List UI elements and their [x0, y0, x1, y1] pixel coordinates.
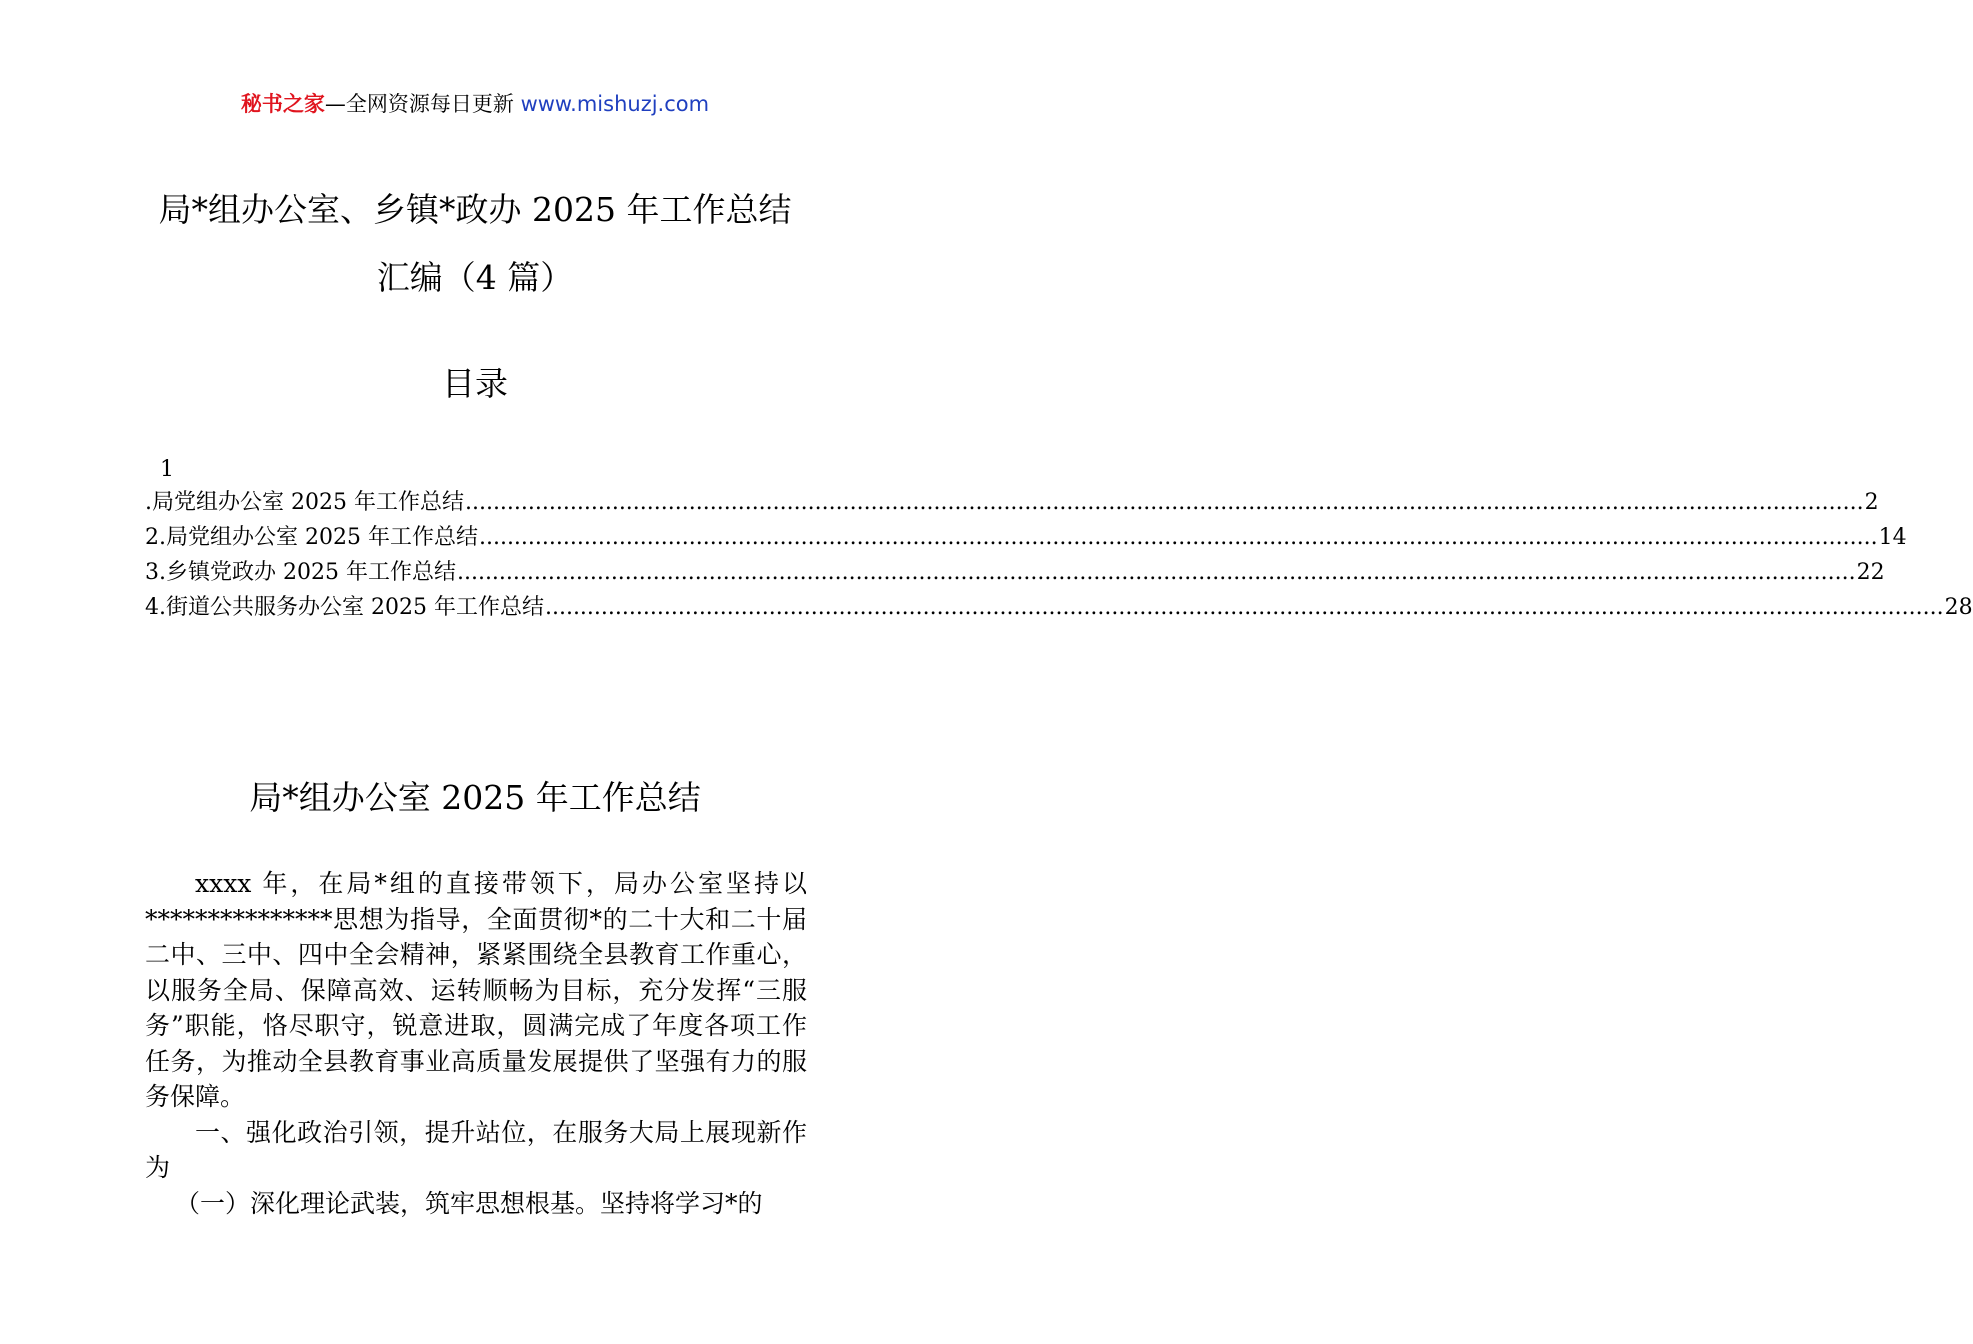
- toc-entry[interactable]: [145, 520, 1907, 555]
- toc-entry-page: 2: [1864, 490, 1879, 515]
- site-url-link[interactable]: www.mishuzj.com: [520, 92, 710, 116]
- toc-dot-leader: ........................................................................................................................................................................................................: [456, 560, 1856, 585]
- toc-entry-title: 3.乡镇党政办 2025 年工作总结: [145, 560, 456, 585]
- toc-entry-title: .局党组办公室 2025 年工作总结: [145, 490, 464, 515]
- toc-entry[interactable]: [145, 590, 1973, 625]
- toc-entry-title: 4.街道公共服务办公室 2025 年工作总结: [145, 595, 544, 620]
- site-banner: [0, 88, 950, 120]
- toc-heading: 目录: [442, 364, 508, 403]
- intro-paragraph: xxxx 年，在局*组的直接带领下，局办公室坚持以***************思想为指导，全面贯彻*的二十大和二十届二中、三中、四中全会精神，紧紧围绕全县教育工作重心，以服务全局、保障高效、运转顺畅为目标，充分发挥“三服务”职能，恪尽职守，锐意进取，圆满完成了年度各项工作任务，为推动全县教育事业高质量发展提供了坚强有力的服务保障。: [145, 869, 807, 1111]
- toc-entry-title: 2.局党组办公室 2025 年工作总结: [145, 525, 478, 550]
- toc-entry[interactable]: [145, 555, 1885, 590]
- section-title: 局*组办公室 2025 年工作总结: [249, 778, 701, 817]
- brand-name: 秘书之家: [240, 92, 325, 116]
- toc-dot-leader: ........................................................................................................................................................................................................: [478, 525, 1878, 550]
- body-text: [145, 866, 807, 1221]
- toc-dot-leader: ........................................................................................................................................................................................................: [544, 595, 1944, 620]
- toc-entry-page: 14: [1878, 525, 1907, 550]
- subsection-paragraph: （一）深化理论武装，筑牢思想根基。坚持将学习*的: [175, 1188, 763, 1218]
- section-heading-1: 一、强化政治引领，提升站位，在服务大局上展现新作为: [145, 1117, 807, 1182]
- toc-dot-leader: ........................................................................................................................................................................................................: [464, 490, 1864, 515]
- toc-entry[interactable]: [145, 485, 1879, 520]
- banner-tagline: —全网资源每日更新: [324, 92, 521, 116]
- toc-entry-page: 22: [1856, 560, 1885, 585]
- toc-prefix-number: 1: [160, 457, 174, 482]
- document-title-line2: 汇编（4 篇）: [376, 258, 574, 297]
- table-of-contents: [145, 455, 1973, 625]
- toc-entry-page: 28: [1944, 595, 1973, 620]
- document-title-line1: 局*组办公室、乡镇*政办 2025 年工作总结: [158, 190, 792, 229]
